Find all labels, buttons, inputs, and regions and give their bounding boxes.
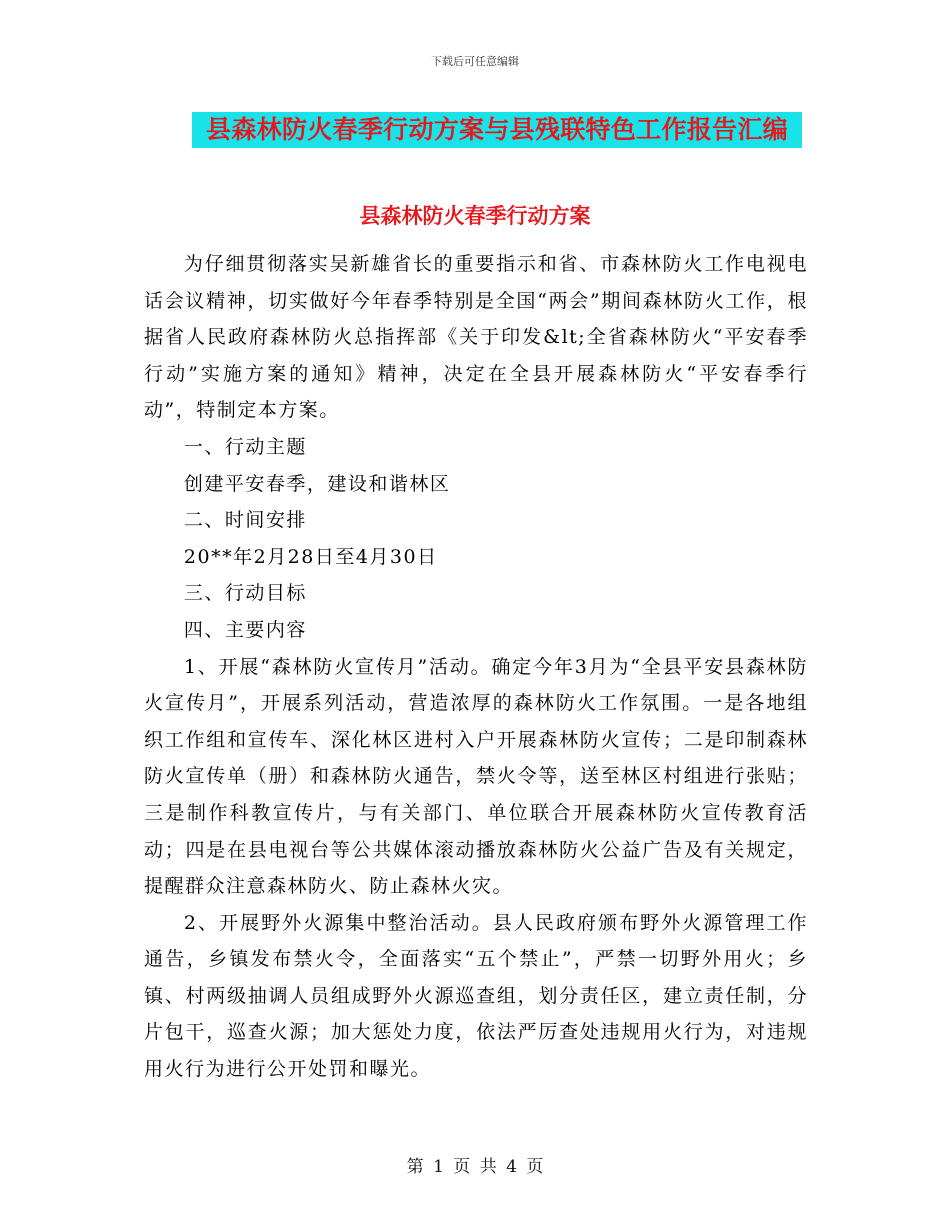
paragraph-item-2: 2、开展野外火源集中整治活动。县人民政府颁布野外火源管理工作通告，乡镇发布禁火令，全面落实“五个禁止”，严禁一切野外用火；乡镇、村两级抽调人员组成野外火源巡查组，划分责任区，建立责任制，分片包干，巡查火源；加大惩处力度，依法严厉查处违规用火行为，对违规用火行为进行公开处罚和曝光。 — [144, 911, 808, 1081]
paragraph-schedule: 20**年2月28日至4月30日 — [183, 545, 438, 568]
heading-schedule: 二、时间安排 — [183, 509, 307, 532]
main-title-highlight — [192, 112, 802, 148]
header-note: 下载后可任意编辑 — [431, 55, 519, 68]
heading-main-content: 四、主要内容 — [183, 618, 307, 641]
page-indicator: 第 1 页 共 4 页 — [406, 1157, 544, 1177]
section-title: 县森林防火春季行动方案 — [359, 203, 591, 228]
main-title: 县森林防火春季行动方案与县残联特色工作报告汇编 — [206, 115, 788, 144]
heading-action-theme: 一、行动主题 — [183, 435, 307, 458]
document-body — [144, 246, 808, 1088]
heading-goals: 三、行动目标 — [183, 582, 307, 605]
paragraph-item-1: 1、开展“森林防火宣传月”活动。确定今年3月为“全县平安县森林防火宣传月”，开展系列活动，营造浓厚的森林防火工作氛围。一是各地组织工作组和宣传车、深化林区进村入户开展森林防火宣传；二是印制森林防火宣传单（册）和森林防火通告，禁火令等，送至林区村组进行张贴；三是制作科教宣传片，与有关部门、单位联合开展森林防火宣传教育活动；四是在县电视台等公共媒体滚动播放森林防火公益广告及有关规定，提醒群众注意森林防火、防止森林火灾。 — [144, 655, 808, 898]
paragraph-theme: 创建平安春季，建设和谐林区 — [183, 472, 451, 495]
paragraph-intro: 为仔细贯彻落实吴新雄省长的重要指示和省、市森林防火工作电视电话会议精神，切实做好今年春季特别是全国“两会”期间森林防火工作，根据省人民政府森林防火总指挥部《关于印发&lt;全省森林防火“平安春季行动”实施方案的通知》精神，决定在全县开展森林防火“平安春季行动”，特制定本方案。 — [144, 253, 808, 422]
